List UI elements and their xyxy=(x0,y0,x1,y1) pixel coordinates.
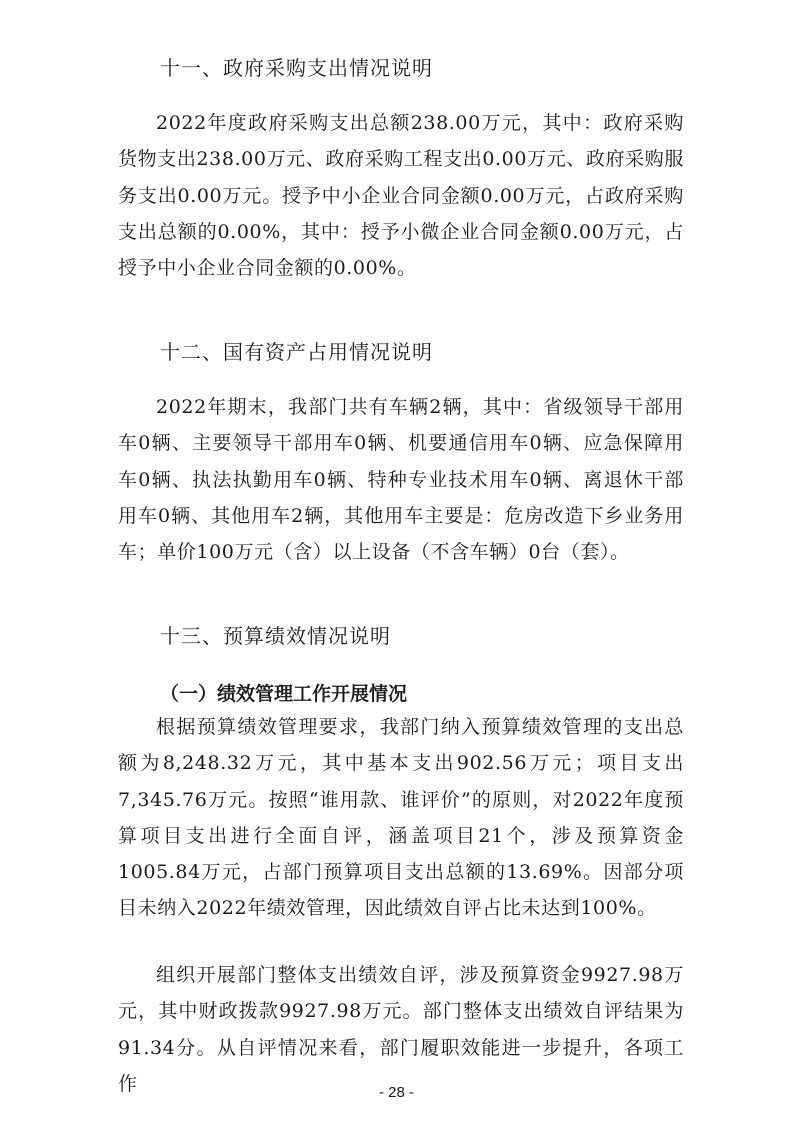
subsection-heading-performance-management: （一）绩效管理工作开展情况 xyxy=(160,683,408,705)
section-heading-performance: 十三、预算绩效情况说明 xyxy=(160,624,391,648)
paragraph-performance-1: 根据预算绩效管理要求，我部门纳入预算绩效管理的支出总额为8,248.32万元，其中基本支出902.56万元；项目支出7,345.76万元。按照“谁用款、谁评价”的原则，对2022年度预算项目支出进行全面自评，涵盖项目21个，涉及预算资金1005.84万元，占部门预算项目支出总额的13.69%。因部分项目未纳入2022年绩效管理，因此绩效自评占比未达到100%。 xyxy=(118,716,684,920)
section-heading-state-assets: 十二、国有资产占用情况说明 xyxy=(160,340,433,364)
section-heading-procurement: 十一、政府采购支出情况说明 xyxy=(160,56,433,80)
paragraph-performance-2: 组织开展部门整体支出绩效自评，涉及预算资金9927.98万元，其中财政拨款9927.98万元。部门整体支出绩效自评结果为91.34分。从自评情况来看，部门履职效能进一步提升，各项工作 xyxy=(118,964,684,1095)
paragraph-state-assets: 2022年期末，我部门共有车辆2辆，其中：省级领导干部用车0辆、主要领导干部用车0辆、机要通信用车0辆、应急保障用车0辆、执法执勤用车0辆、特种专业技术用车0辆、离退休干部用车0辆、其他用车2辆，其他用车主要是：危房改造下乡业务用车；单价100万元（含）以上设备（不含车辆）0台（套）。 xyxy=(118,396,684,564)
paragraph-procurement: 2022年度政府采购支出总额238.00万元，其中：政府采购货物支出238.00万元、政府采购工程支出0.00万元、政府采购服务支出0.00万元。授予中小企业合同金额0.00万元，占政府采购支出总额的0.00%，其中：授予小微企业合同金额0.00万元，占授予中小企业合同金额的0.00%。 xyxy=(118,112,684,280)
page-number: - 28 - xyxy=(378,1084,414,1101)
